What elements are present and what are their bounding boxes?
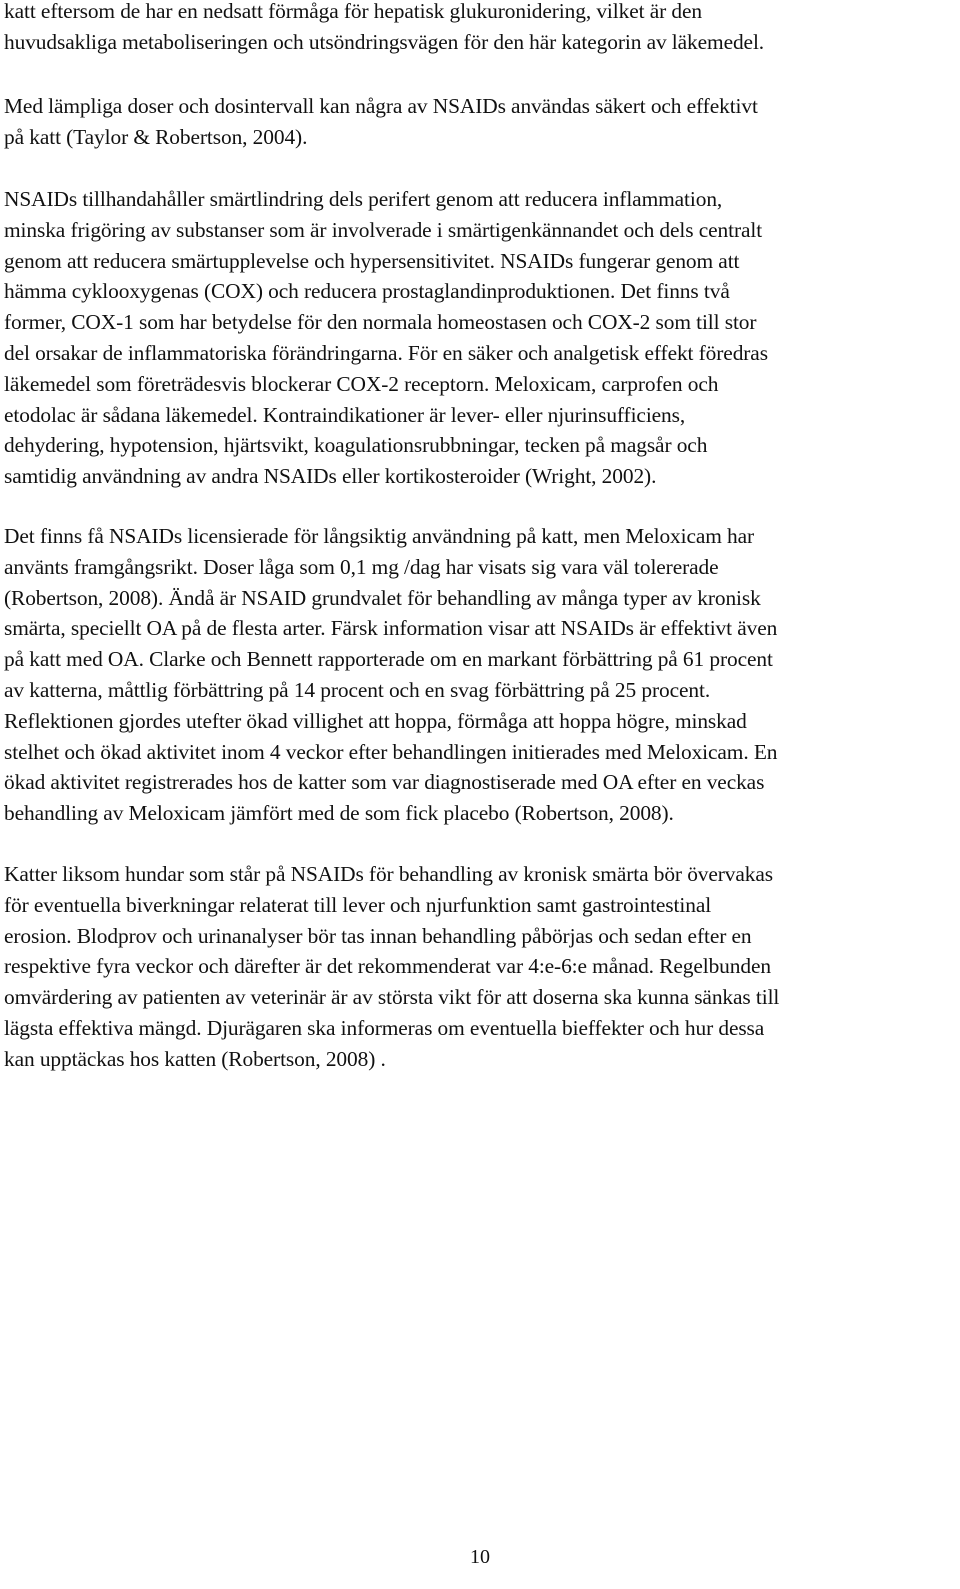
text-line: för eventuella biverkningar relaterat till lever och njurfunktion samt gastrointestinal [4, 892, 712, 917]
text-line: (Robertson, 2008). Ändå är NSAID grundvalet för behandling av många typer av kronisk [4, 585, 761, 610]
paragraph-5 [4, 859, 779, 1075]
text-line: av katterna, måttlig förbättring på 14 procent och en svag förbättring på 25 procent. [4, 677, 711, 702]
text-line: katt eftersom de har en nedsatt förmåga för hepatisk glukuronidering, vilket är den [4, 0, 702, 23]
text-line: samtidig användning av andra NSAIDs eller kortikosteroider (Wright, 2002). [4, 464, 657, 489]
text-line: dehydering, hypotension, hjärtsvikt, koagulationsrubbningar, tecken på magsår och [4, 433, 708, 458]
text-line: del orsakar de inflammatoriska förändringarna. För en säker och analgetisk effekt föredras [4, 340, 768, 365]
page-number: 10 [470, 1546, 490, 1568]
text-line: huvudsakliga metaboliseringen och utsöndringsvägen för den här kategorin av läkemedel. [4, 29, 765, 54]
text-line: NSAIDs tillhandahåller smärtlindring dels perifert genom att reducera inflammation, [4, 187, 723, 211]
document-page [4, 0, 954, 1589]
text-line: lägsta effektiva mängd. Djurägaren ska informeras om eventuella bieffekter och hur dessa [4, 1015, 765, 1040]
text-line: på katt (Taylor & Robertson, 2004). [4, 124, 308, 149]
text-line: ökad aktivitet registrerades hos de katter som var diagnostiserade med OA efter en veckas [4, 770, 765, 795]
text-line: former, COX-1 som har betydelse för den normala homeostasen och COX-2 som till stor [4, 310, 757, 335]
text-line: Katter liksom hundar som står på NSAIDs för behandling av kronisk smärta bör övervakas [4, 862, 774, 886]
paragraph-2 [4, 91, 758, 153]
text-line: smärta, speciellt OA på de flesta arter. Färsk information visar att NSAIDs är effektivt även [4, 616, 778, 641]
text-line: Reflektionen gjordes utefter ökad villighet att hoppa, förmåga att hoppa högre, minskad [4, 708, 747, 733]
text-line: etodolac är sådana läkemedel. Kontraindikationer är lever- eller njurinsufficiens, [4, 402, 686, 427]
text-line: kan upptäckas hos katten (Robertson, 2008) . [4, 1046, 386, 1071]
paragraph-3 [4, 184, 768, 492]
text-line: Med lämpliga doser och dosintervall kan några av NSAIDs användas säkert och effektivt [4, 94, 758, 118]
text-line: respektive fyra veckor och därefter är det rekommenderat var 4:e-6:e månad. Regelbunden [4, 954, 771, 979]
text-line: stelhet och ökad aktivitet inom 4 veckor efter behandlingen initierades med Meloxicam. En [4, 739, 778, 764]
paragraph-1 [4, 0, 764, 58]
text-line: hämma cyklooxygenas (COX) och reducera prostaglandinproduktionen. Det finns två [4, 279, 730, 304]
text-line: Det finns få NSAIDs licensierade för långsiktig användning på katt, men Meloxicam har [4, 524, 755, 548]
text-line: omvärdering av patienten av veterinär är av största vikt för att doserna ska kunna sänkas till [4, 985, 780, 1010]
paragraph-4 [4, 521, 777, 829]
text-line: genom att reducera smärtupplevelse och hypersensitivitet. NSAIDs fungerar genom att [4, 248, 740, 273]
text-line: minska frigöring av substanser som är involverade i smärtigenkännandet och dels centralt [4, 217, 763, 242]
text-line: behandling av Meloxicam jämfört med de som fick placebo (Robertson, 2008). [4, 801, 674, 826]
text-line: på katt med OA. Clarke och Bennett rapporterade om en markant förbättring på 61 procent [4, 647, 773, 672]
text-line: läkemedel som företrädesvis blockerar COX-2 receptorn. Meloxicam, carprofen och [4, 371, 719, 396]
text-line: erosion. Blodprov och urinanalyser bör tas innan behandling påbörjas och sedan efter en [4, 923, 752, 948]
text-line: använts framgångsrikt. Doser låga som 0,1 mg /dag har visats sig vara väl tolererade [4, 554, 719, 579]
